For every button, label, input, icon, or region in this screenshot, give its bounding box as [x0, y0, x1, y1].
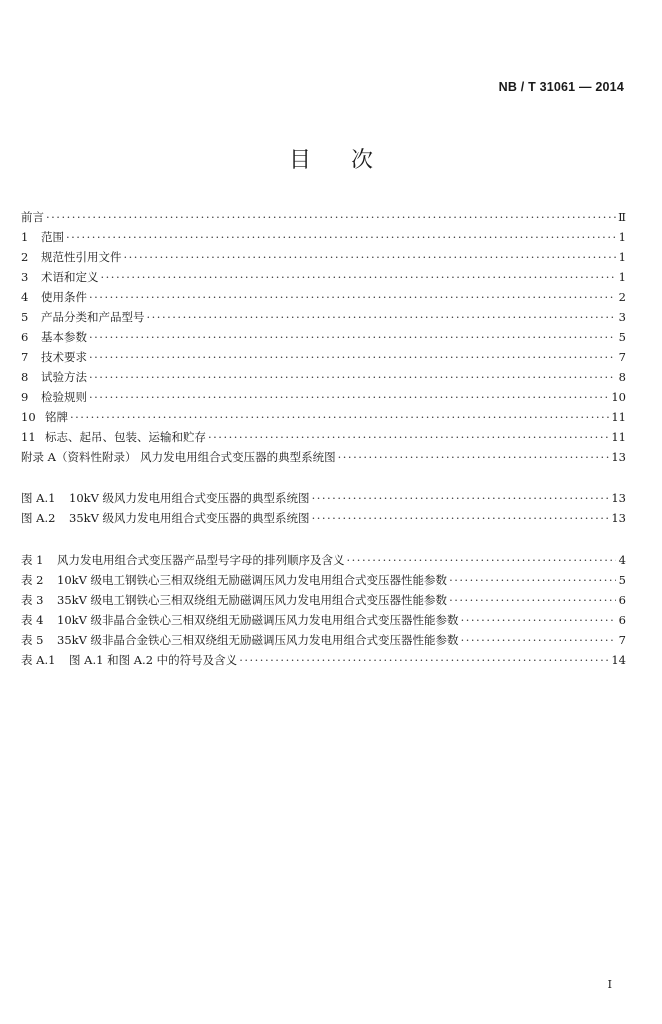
toc-entry-number: 9 [21, 390, 29, 404]
toc-entry-page: 13 [611, 491, 626, 505]
toc-figure-a2[interactable] [21, 508, 626, 528]
leader-dots [147, 307, 617, 327]
toc-figure-a1[interactable] [21, 488, 626, 508]
toc-entry-page: 6 [618, 613, 626, 627]
toc-entry-label: 10kV 级电工钢铁心三相双绕组无励磁调压风力发电用组合式变压器性能参数 [57, 573, 448, 587]
toc-entry-page: 1 [618, 230, 626, 244]
toc-entry-label: 标志、起吊、包装、运输和贮存 [45, 430, 206, 444]
toc-entry-number: 表 4 [21, 613, 44, 627]
toc-entry-page: 11 [611, 410, 626, 424]
leader-dots [89, 327, 616, 347]
leader-dots [89, 287, 616, 307]
toc-entry-page: 5 [618, 330, 626, 344]
toc-entry-page: 7 [618, 350, 626, 364]
toc-entry-number: 7 [21, 350, 29, 364]
toc-entry-2[interactable] [21, 247, 626, 267]
toc-entry-number: 表 2 [21, 573, 44, 587]
toc-entry-page: Ⅱ [618, 210, 626, 224]
toc-entry-number: 图 A.1 [21, 491, 56, 505]
toc-entry-label: 范围 [41, 230, 64, 244]
toc-entry-8[interactable] [21, 367, 626, 387]
leader-dots [124, 247, 617, 267]
standard-number: NB / T 31061 — 2014 [498, 80, 624, 94]
toc-entry-label: 试验方法 [41, 370, 87, 384]
toc-entry-page: 4 [618, 553, 626, 567]
leader-dots [338, 447, 610, 467]
toc-entry-label: 基本参数 [41, 330, 87, 344]
toc-entry-page: 11 [611, 430, 626, 444]
leader-dots [208, 427, 609, 447]
toc-figures [21, 488, 626, 528]
toc-entry-label: 35kV 级风力发电用组合式变压器的典型系统图 [69, 511, 310, 525]
toc-entry-label: 35kV 级电工钢铁心三相双绕组无励磁调压风力发电用组合式变压器性能参数 [57, 593, 448, 607]
toc-entry-label: 产品分类和产品型号 [41, 310, 145, 324]
page-title: 目次 [288, 148, 413, 173]
toc-entry-number: 8 [21, 370, 29, 384]
toc-entry-appendix-a[interactable] [21, 447, 626, 467]
toc-entry-page: 5 [618, 573, 626, 587]
toc-entry-label: 铭牌 [45, 410, 68, 424]
leader-dots [347, 550, 617, 570]
leader-dots [101, 267, 617, 287]
toc-table-1[interactable] [21, 550, 626, 570]
toc-entry-11[interactable] [21, 427, 626, 447]
toc-entry-10[interactable] [21, 407, 626, 427]
toc-entry-number: 10 [21, 410, 36, 424]
leader-dots [89, 387, 609, 407]
toc-entry-page: 2 [618, 290, 626, 304]
toc-main-sections [21, 207, 626, 467]
toc-entry-label: 图 A.1 和图 A.2 中的符号及含义 [69, 653, 238, 667]
toc-entry-page: 1 [618, 250, 626, 264]
toc-entry-number: 4 [21, 290, 29, 304]
toc-entry-number: 表 3 [21, 593, 44, 607]
leader-dots [70, 407, 609, 427]
toc-entry-1[interactable] [21, 227, 626, 247]
toc-entry-label: 附录 A（资料性附录） 风力发电用组合式变压器的典型系统图 [21, 450, 336, 464]
leader-dots [312, 488, 610, 508]
toc-entry-label: 术语和定义 [41, 270, 99, 284]
toc-entry-number: 5 [21, 310, 29, 324]
toc-entry-number: 表 1 [21, 553, 44, 567]
toc-entry-5[interactable] [21, 307, 626, 327]
toc-entry-label: 规范性引用文件 [41, 250, 122, 264]
toc-entry-9[interactable] [21, 387, 626, 407]
toc-entry-page: 8 [618, 370, 626, 384]
toc-entry-label: 10kV 级风力发电用组合式变压器的典型系统图 [69, 491, 310, 505]
toc-entry-label: 前言 [21, 210, 44, 224]
toc-table-3[interactable] [21, 590, 626, 610]
leader-dots [66, 227, 616, 247]
toc-table-4[interactable] [21, 610, 626, 630]
toc-entry-label: 风力发电用组合式变压器产品型号字母的排列顺序及含义 [57, 553, 345, 567]
leader-dots [89, 367, 616, 387]
leader-dots [461, 610, 616, 630]
leader-dots [461, 630, 616, 650]
toc-entry-number: 1 [21, 230, 29, 244]
toc-entry-foreword[interactable] [21, 207, 626, 227]
toc-entry-page: 13 [611, 450, 626, 464]
toc-entry-number: 3 [21, 270, 29, 284]
leader-dots [312, 508, 610, 528]
toc-entry-number: 表 5 [21, 633, 44, 647]
toc-entry-page: 1 [618, 270, 626, 284]
toc-table-5[interactable] [21, 630, 626, 650]
toc-entry-page: 6 [618, 593, 626, 607]
toc-entry-number: 表 A.1 [21, 653, 56, 667]
toc-entry-number: 6 [21, 330, 29, 344]
leader-dots [46, 207, 616, 227]
toc-entry-number: 11 [21, 430, 36, 444]
toc-tables [21, 550, 626, 670]
toc-entry-4[interactable] [21, 287, 626, 307]
toc-entry-label: 35kV 级非晶合金铁心三相双绕组无励磁调压风力发电用组合式变压器性能参数 [57, 633, 459, 647]
toc-entry-3[interactable] [21, 267, 626, 287]
toc-entry-page: 13 [611, 511, 626, 525]
toc-table-a1[interactable] [21, 650, 626, 670]
toc-entry-page: 3 [618, 310, 626, 324]
leader-dots [89, 347, 616, 367]
toc-entry-6[interactable] [21, 327, 626, 347]
toc-entry-label: 检验规则 [41, 390, 87, 404]
leader-dots [239, 650, 609, 670]
leader-dots [449, 570, 616, 590]
toc-entry-number: 图 A.2 [21, 511, 56, 525]
toc-entry-page: 7 [618, 633, 626, 647]
toc-table-2[interactable] [21, 570, 626, 590]
toc-entry-label: 技术要求 [41, 350, 87, 364]
toc-entry-page: 10 [611, 390, 626, 404]
toc-entry-7[interactable] [21, 347, 626, 367]
page-number: I [607, 978, 612, 991]
toc-entry-page: 14 [611, 653, 626, 667]
toc-entry-number: 2 [21, 250, 29, 264]
toc-entry-label: 使用条件 [41, 290, 87, 304]
leader-dots [449, 590, 616, 610]
toc-entry-label: 10kV 级非晶合金铁心三相双绕组无励磁调压风力发电用组合式变压器性能参数 [57, 613, 459, 627]
